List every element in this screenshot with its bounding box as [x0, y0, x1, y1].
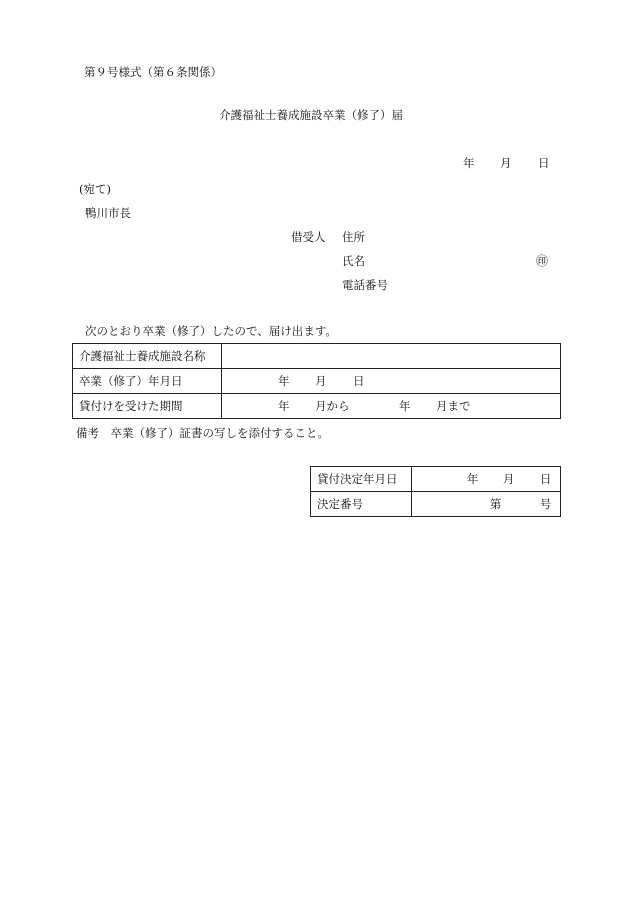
main-table — [72, 343, 561, 419]
name-label: 氏名 — [342, 254, 365, 268]
decision-number-label: 決定番号 — [311, 492, 412, 517]
loan-start-year-mark: 年 — [277, 399, 290, 413]
graduation-month-mark: 月 — [314, 374, 327, 388]
addressee-prefix: (宛て) — [79, 182, 111, 196]
date-month-mark: 月 — [500, 156, 512, 170]
document-title: 介護福祉士養成施設卒業（修了）届 — [219, 108, 403, 122]
form-number: 第９号様式（第６条関係） — [84, 65, 222, 79]
applicant-role: 借受人 — [291, 230, 326, 244]
decision-day-mark: 日 — [539, 472, 552, 486]
facility-name-label: 介護福祉士養成施設名称 — [73, 344, 222, 369]
date-year-mark: 年 — [463, 156, 475, 170]
table-row — [73, 344, 561, 369]
decision-year-mark: 年 — [466, 472, 479, 486]
decision-month-mark: 月 — [502, 472, 515, 486]
loan-end-month-mark: 月まで — [435, 399, 471, 413]
decision-date-label: 貸付決定年月日 — [311, 467, 412, 492]
graduation-date-value — [221, 369, 560, 394]
decision-number-value — [411, 492, 560, 517]
table-row — [311, 492, 561, 517]
loan-end-year-mark: 年 — [398, 399, 411, 413]
table-row — [311, 467, 561, 492]
graduation-day-mark: 日 — [352, 374, 365, 388]
number-prefix-mark: 第 — [489, 497, 502, 511]
note-text: 備考 卒業（修了）証書の写しを添付すること。 — [76, 426, 329, 440]
seal-mark-icon: ㊞ — [536, 254, 549, 268]
address-label: 住所 — [342, 230, 365, 244]
phone-label: 電話番号 — [342, 278, 388, 292]
facility-name-value — [221, 344, 560, 369]
loan-period-value — [221, 394, 560, 419]
number-suffix-mark: 号 — [539, 497, 552, 511]
graduation-year-mark: 年 — [277, 374, 290, 388]
date-day-mark: 日 — [538, 156, 550, 170]
loan-start-month-mark: 月から — [314, 399, 350, 413]
office-use-table — [310, 466, 561, 517]
loan-period-label: 貸付けを受けた期間 — [73, 394, 222, 419]
intro-text: 次のとおり卒業（修了）したので、届け出ます。 — [85, 324, 337, 338]
graduation-date-label: 卒業（修了）年月日 — [73, 369, 222, 394]
table-row — [73, 394, 561, 419]
table-row — [73, 369, 561, 394]
decision-date-value — [411, 467, 560, 492]
addressee: 鴨川市長 — [85, 206, 131, 220]
